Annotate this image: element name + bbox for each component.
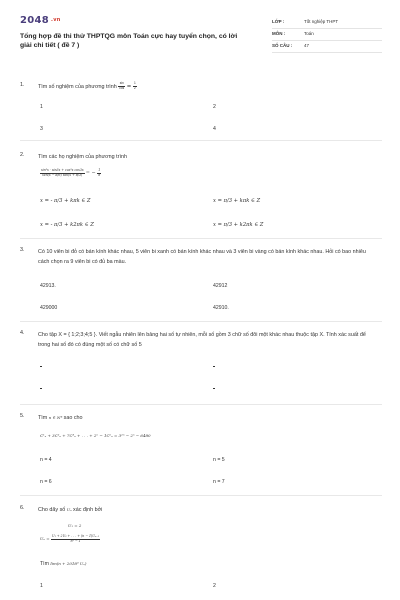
answer-option-a[interactable]: 42913.	[40, 283, 56, 289]
question-text: Có 10 viên bi đỏ có bán kính khác nhau, 5 viên bi xanh có bán kính khác nhau và 3 viên bi vàng có bán kính khác nhau. Hỏi có bao nhiêu cách chọn ra 9 viên bi có đủ ba màu.	[38, 249, 366, 265]
divider	[20, 140, 382, 141]
question-6-limit: lim(n + 2018³ Uₙ)	[50, 561, 87, 566]
question-text: Cho tập X = { 1;2;3;4;5 }. Viết ngẫu nhiên lên bảng hai số tự nhiên, mỗi số gồm 3 chữ số đôi một khác nhau thuộc tập X. Tính xác suất để trong hai số đó có đúng một số có chữ số 5	[38, 332, 366, 348]
divider	[20, 321, 382, 322]
answer-option-b[interactable]: n = 5	[213, 457, 225, 463]
question-5	[20, 413, 382, 489]
document-meta	[272, 17, 382, 53]
question-1	[20, 82, 382, 134]
question-text	[38, 413, 378, 423]
question-6	[20, 505, 382, 595]
answer-option-b[interactable]: 2	[213, 583, 216, 589]
answer-option-d[interactable]: 42910.	[213, 305, 229, 311]
answer-option-a[interactable]: x = - π/3 + kπk ∈ Z	[40, 198, 91, 204]
question-number: 4.	[20, 330, 25, 336]
document-header	[20, 15, 382, 61]
question-2-equation: $\frac{\text{sin²x · sin3x + cos³x cos3x}}{\tan(x - \pi/6) \tan(x + \pi/3)}$ = − $\frac{1}{8}$	[41, 168, 101, 177]
answer-option-a[interactable]: 1	[40, 104, 43, 110]
answer-option-d[interactable]: 4	[213, 126, 216, 132]
divider	[20, 238, 382, 239]
answer-option-b[interactable]: 42912	[213, 283, 228, 289]
answer-option-d[interactable]: n = 7	[213, 479, 225, 485]
document-title: Tổng hợp đề thi thử THPTQG môn Toán cực hay tuyển chọn, có lời giải chi tiết ( đề 7 )	[20, 33, 238, 49]
answer-option-c[interactable]: n = 6	[40, 479, 52, 485]
meta-key: SỐ CÂU :	[272, 43, 293, 48]
question-6-math: Uₙ	[66, 507, 74, 512]
question-number: 2.	[20, 152, 25, 158]
question-text	[38, 505, 378, 515]
answer-option-a[interactable]: n = 4	[40, 457, 52, 463]
question-6-system-line-1: U₁ = 2	[68, 523, 82, 528]
question-number: 6.	[20, 505, 25, 511]
answer-option-d[interactable]: x = π/3 + k2πk ∈ Z	[213, 222, 264, 228]
answer-option-c[interactable]: 429000	[40, 305, 58, 311]
question-text-suffix: xác định bởi	[73, 507, 103, 513]
question-number: 3.	[20, 247, 25, 253]
meta-value: Toán	[304, 31, 314, 36]
meta-row-class	[272, 17, 382, 29]
site-logo[interactable]	[20, 15, 61, 26]
answer-option-b[interactable]: 2	[213, 104, 216, 110]
meta-row-count	[272, 41, 382, 53]
answer-option-b[interactable]	[213, 364, 215, 370]
question-5-equation: C¹ₙ + 3C²ₙ + 7C³ₙ + . . . + 2ⁿ − 1Cⁿₙ = 3²ⁿ − 2ⁿ − 6480	[40, 433, 151, 438]
divider	[20, 495, 382, 496]
answer-option-a[interactable]	[40, 364, 42, 370]
question-text-suffix: sao cho	[63, 415, 83, 421]
question-4	[20, 330, 382, 402]
question-number: 5.	[20, 413, 25, 419]
meta-key: MÔN :	[272, 31, 286, 36]
question-text-prefix: Tìm	[38, 415, 48, 421]
logo-suffix: .vn	[51, 17, 61, 23]
meta-key: LỚP :	[272, 19, 285, 24]
divider	[20, 404, 382, 405]
meta-value: Tốt nghiệp THPT	[304, 19, 339, 24]
answer-option-c[interactable]: x = - π/3 + k2πk ∈ Z	[40, 222, 94, 228]
question-6-system-line-2: Uₙ = $\frac{\text{U₁ + 2U₂ + . . . + (n − 1)Uₙ₋₁}}{\text{n² − 1}}$	[40, 534, 100, 543]
question-text: Tìm các họ nghiệm của phương trình	[38, 154, 127, 160]
logo-text: 2048	[20, 15, 50, 26]
answer-option-c[interactable]: 3	[40, 126, 43, 132]
question-2	[20, 152, 382, 232]
question-5-math: n ∈ N*	[48, 415, 64, 420]
answer-option-b[interactable]: x = π/3 + kπk ∈ Z	[213, 198, 261, 204]
answer-option-c[interactable]	[40, 386, 42, 392]
question-6-find	[40, 561, 86, 567]
question-text-label: Tìm số nghiệm của phương trình	[38, 84, 117, 90]
answer-option-d[interactable]	[213, 386, 215, 392]
question-3	[20, 247, 382, 319]
question-text: Tìm số nghiệm của phương trình $\frac{\sin}{\cos}$ = $\frac{1}{2}$	[38, 81, 136, 91]
answer-option-a[interactable]: 1	[40, 583, 43, 589]
question-1-equation: $\frac{\sin}{\cos}$	[119, 81, 125, 91]
question-text-label: Cho dãy số	[38, 507, 66, 513]
meta-row-subject	[272, 29, 382, 41]
question-6-find-label: Tìm	[40, 561, 49, 567]
meta-value: 47	[304, 43, 310, 48]
question-number: 1.	[20, 82, 25, 88]
